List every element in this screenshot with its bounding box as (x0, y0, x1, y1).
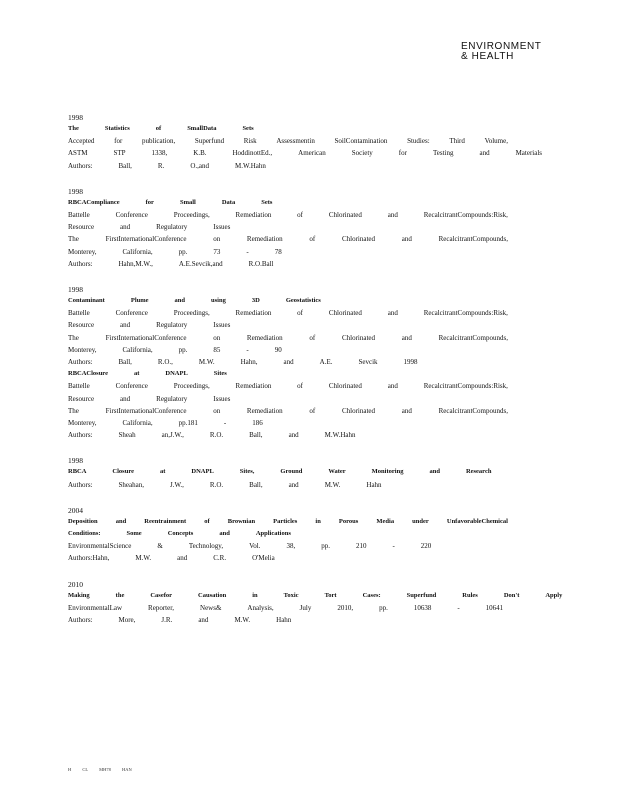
publication-detail-line: Authors: Ball, R. O.,and M.W.Hahn (68, 161, 266, 170)
publication-year: 1998 (68, 186, 83, 196)
publication-year: 1998 (68, 113, 83, 122)
publication-year: 2010 (68, 579, 83, 589)
publication-entry (68, 112, 543, 172)
publication-title-line: Making the Casefor Causation in Toxic Tort Cases: Superfund Rules Don't Apply (68, 591, 563, 599)
publication-detail-line: Battelle Conference Proceedings, Remediation of Chlorinated and RecalcitrantCompounds:Risk, (68, 382, 508, 391)
publication-detail-line: The FirstInternationalConference on Remediation of Chlorinated and RecalcitrantCompounds, (68, 333, 508, 342)
publication-detail-line: Authors: Sheahan, J.W., R.O. Ball, and M.W. Hahn (68, 480, 382, 489)
publication-detail-line: Authors: Hahn,M.W., A.E.Sevcik,and R.O.Ball (68, 259, 274, 268)
publication-detail-line: The FirstInternationalConference on Remediation of Chlorinated and RecalcitrantCompounds, (68, 406, 508, 415)
publication-year: 1998 (68, 456, 83, 466)
publication-detail-line: Resource and Regulatory Issues (68, 321, 231, 330)
brand-line-2: & HEALTH (461, 51, 514, 62)
publication-list (68, 112, 563, 640)
publication-detail-line: Authors: Ball, R.O., M.W. Hahn, and A.E. Sevcik 1998 (68, 358, 418, 367)
publication-entry (68, 186, 508, 270)
publication-entry (68, 284, 508, 441)
publication-detail-line: Authors: Sheah an,J.W., R.O. Ball, and M.W.Hahn (68, 431, 356, 440)
publication-detail-line: The FirstInternationalConference on Remediation of Chlorinated and RecalcitrantCompounds, (68, 235, 508, 244)
publication-title-line: Contaminant Plume and using 3D Geostatistics (68, 297, 321, 305)
publication-detail-line: EnvironmentalScience & Technology, Vol. 38, pp. 210 - 220 (68, 542, 432, 551)
publication-detail-line: Monterey, California, pp.181 - 186 (68, 419, 263, 428)
publication-detail-line: Resource and Regulatory Issues (68, 394, 231, 403)
publication-title-line: RBCACompliance for Small Data Sets (68, 198, 273, 206)
publication-title-line: RBCAClosure at DNAPL Sites (68, 370, 227, 378)
publication-detail-line: Authors: More, J.R. and M.W. Hahn (68, 616, 292, 625)
publication-detail-line: Monterey, California, pp. 73 - 78 (68, 247, 282, 256)
brand-line-1: ENVIRONMENT (461, 41, 542, 52)
publication-detail-line: Battelle Conference Proceedings, Remediation of Chlorinated and RecalcitrantCompounds:Risk, (68, 309, 508, 318)
publication-detail-line: ASTM STP 1338, K.B. HoddinottEd., American Society for Testing and Materials (68, 149, 543, 158)
publication-detail-line: Battelle Conference Proceedings, Remediation of Chlorinated and RecalcitrantCompounds:Risk, (68, 211, 508, 220)
publication-detail-line: EnvironmentalLaw Reporter, News& Analysis, July 2010, pp. 10638 - 10641 (68, 603, 504, 612)
publication-detail-line: Monterey, California, pp. 85 - 90 (68, 345, 282, 354)
publication-year: 1998 (68, 285, 83, 295)
brand-logo (461, 42, 542, 62)
publication-title-line: Conditions: Some Concepts and Applications (68, 530, 291, 538)
publication-entry (68, 505, 508, 565)
publication-year: 2004 (68, 505, 83, 515)
publication-entry (68, 455, 508, 490)
publication-title-line: Deposition and Reentrainment of Brownian Particles in Porous Media under UnfavorableChemical (68, 517, 508, 525)
page-footer: H CL MH78 HAN (68, 767, 132, 772)
publication-title-line: RBCA Closure at DNAPL Sites, Ground Water Monitoring and Research (68, 468, 492, 476)
publication-detail-line: Resource and Regulatory Issues (68, 223, 231, 232)
publication-detail-line: Authors:Hahn, M.W. and C.R. O'Melia (68, 554, 275, 563)
publication-title-line: The Statistics of SmallData Sets (68, 125, 254, 132)
publication-detail-line: Accepted for publication, Superfund Risk Assessmentin SoilContamination Studies: Third Volume, (68, 137, 508, 146)
publication-entry (68, 579, 563, 627)
